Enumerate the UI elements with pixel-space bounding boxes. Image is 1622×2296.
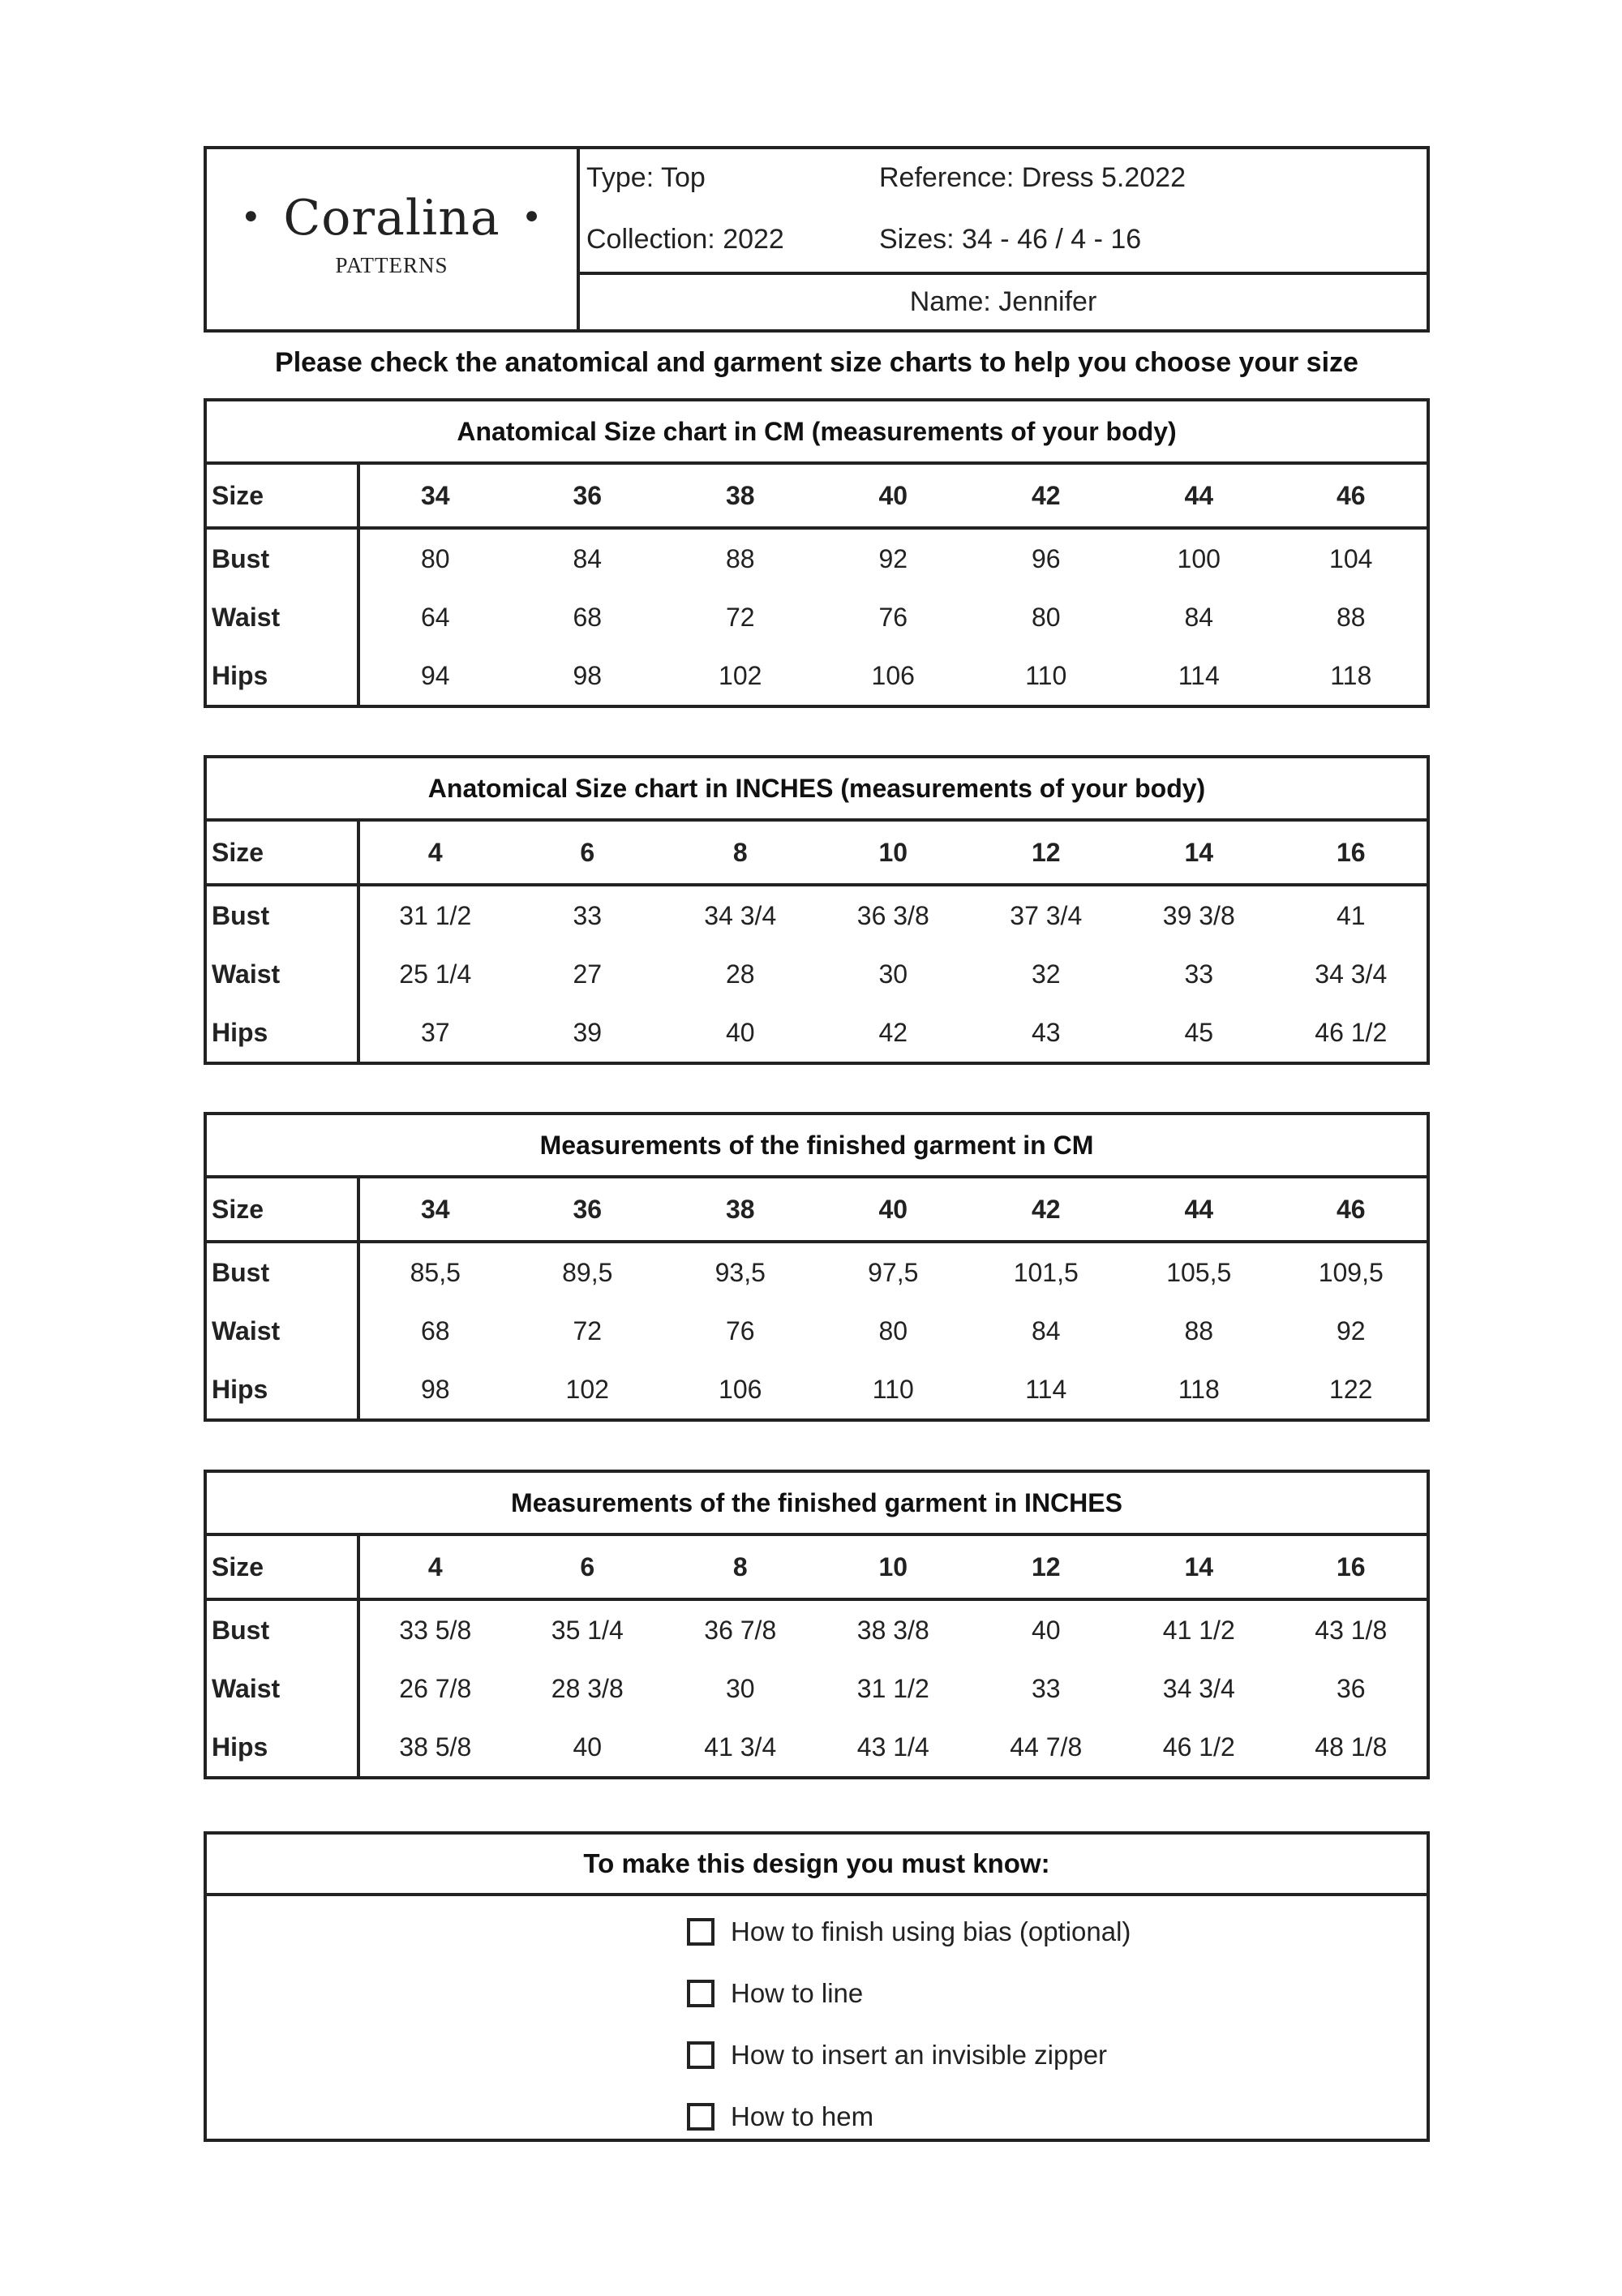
skill-item [687, 2024, 1131, 2086]
table-row [205, 1242, 1428, 1302]
size-cell: 40 [817, 463, 970, 528]
value-cell: 80 [420, 543, 450, 573]
table-row [205, 528, 1428, 588]
value-cell: 84 [1031, 1315, 1061, 1345]
skill-checkbox[interactable] [687, 1980, 714, 2007]
row-label: Bust [205, 528, 358, 588]
row-label: Hips [205, 646, 358, 706]
pattern-reference: Reference: Dress 5.2022 [879, 162, 1186, 193]
value-cell: 88 [1184, 1315, 1214, 1345]
value-cell: 41 [1336, 900, 1366, 930]
value-cell: 80 [878, 1315, 908, 1345]
row-label: Waist [205, 945, 358, 1003]
table-row [205, 1599, 1428, 1659]
size-chart-inches [204, 755, 1430, 1065]
value-cell: 100 [1177, 543, 1221, 573]
skill-label: How to line [731, 1978, 864, 2008]
value-cell: 72 [573, 1315, 603, 1345]
table-row [205, 1659, 1428, 1718]
value-cell: 40 [725, 1017, 755, 1047]
value-cell: 76 [725, 1315, 755, 1345]
size-row [205, 820, 1428, 885]
size-cell: 10 [817, 1534, 970, 1599]
table-row [205, 588, 1428, 646]
value-cell: 41 3/4 [704, 1732, 777, 1762]
value-cell: 38 5/8 [399, 1732, 472, 1762]
row-label: Hips [205, 1360, 358, 1420]
value-cell: 64 [420, 602, 450, 632]
skill-checkbox[interactable] [687, 2103, 714, 2131]
size-cell: 36 [511, 463, 664, 528]
size-cell: 46 [1276, 1177, 1429, 1242]
row-label: Size [205, 1534, 358, 1599]
value-cell: 30 [725, 1673, 755, 1703]
value-cell: 48 1/8 [1315, 1732, 1388, 1762]
size-cell: 34 [358, 463, 512, 528]
row-label: Waist [205, 1302, 358, 1360]
size-row [205, 463, 1428, 528]
value-cell: 106 [719, 1374, 762, 1404]
size-cell: 38 [664, 463, 817, 528]
size-cell: 42 [970, 463, 1123, 528]
size-cell: 4 [358, 820, 512, 885]
value-cell: 43 1/4 [856, 1732, 929, 1762]
table-title: Measurements of the finished garment in CM [205, 1114, 1428, 1177]
size-cell: 44 [1122, 463, 1276, 528]
size-cell: 42 [970, 1177, 1123, 1242]
value-cell: 118 [1178, 1374, 1220, 1404]
value-cell: 102 [565, 1374, 609, 1404]
value-cell: 34 3/4 [704, 900, 777, 930]
value-cell: 39 3/8 [1162, 900, 1235, 930]
value-cell: 34 3/4 [1162, 1673, 1235, 1703]
size-row [205, 1177, 1428, 1242]
skills-box [204, 1831, 1430, 2142]
value-cell: 28 [725, 959, 755, 989]
value-cell: 110 [872, 1374, 914, 1404]
skill-checkbox[interactable] [687, 2041, 714, 2069]
brand-dot-right: • [521, 197, 543, 238]
brand-dot-left: • [240, 197, 263, 238]
size-cell: 14 [1122, 820, 1276, 885]
value-cell: 72 [725, 602, 755, 632]
value-cell: 44 7/8 [1010, 1732, 1083, 1762]
pattern-meta [580, 149, 1427, 329]
value-cell: 109,5 [1318, 1257, 1384, 1287]
value-cell: 101,5 [1013, 1257, 1079, 1287]
table-title: Anatomical Size chart in CM (measurements of your body) [205, 400, 1428, 463]
table-row [205, 1718, 1428, 1778]
value-cell: 31 1/2 [856, 1673, 929, 1703]
value-cell: 30 [878, 959, 908, 989]
value-cell: 37 3/4 [1010, 900, 1083, 930]
row-label: Hips [205, 1003, 358, 1063]
value-cell: 84 [573, 543, 603, 573]
value-cell: 33 5/8 [399, 1615, 472, 1645]
value-cell: 98 [573, 660, 603, 690]
value-cell: 76 [878, 602, 908, 632]
brand-block [207, 149, 580, 329]
value-cell: 46 1/2 [1162, 1732, 1235, 1762]
value-cell: 106 [871, 660, 915, 690]
value-cell: 118 [1330, 660, 1372, 690]
value-cell: 33 [1184, 959, 1214, 989]
row-label: Waist [205, 588, 358, 646]
row-label: Size [205, 820, 358, 885]
skill-item [687, 1963, 1131, 2024]
value-cell: 40 [1031, 1615, 1061, 1645]
value-cell: 80 [1031, 602, 1061, 632]
skills-list [687, 1901, 1131, 2148]
skill-checkbox[interactable] [687, 1918, 714, 1946]
skill-label: How to insert an invisible zipper [731, 2040, 1108, 2070]
size-cell: 6 [511, 1534, 664, 1599]
value-cell: 37 [420, 1017, 450, 1047]
brand-logo [240, 190, 543, 247]
size-cell: 6 [511, 820, 664, 885]
value-cell: 89,5 [562, 1257, 613, 1287]
size-cell: 10 [817, 820, 970, 885]
garment-chart-cm [204, 1112, 1430, 1422]
value-cell: 26 7/8 [399, 1673, 472, 1703]
row-label: Bust [205, 1242, 358, 1302]
value-cell: 114 [1178, 660, 1220, 690]
size-cell: 36 [511, 1177, 664, 1242]
row-label: Size [205, 463, 358, 528]
table-title: Anatomical Size chart in INCHES (measurements of your body) [205, 757, 1428, 820]
value-cell: 27 [573, 959, 603, 989]
skill-label: How to hem [731, 2101, 874, 2131]
row-label: Size [205, 1177, 358, 1242]
value-cell: 105,5 [1166, 1257, 1232, 1287]
table-row [205, 1302, 1428, 1360]
table-row [205, 885, 1428, 945]
value-cell: 102 [719, 660, 762, 690]
value-cell: 45 [1184, 1017, 1214, 1047]
pattern-name: Name: Jennifer [909, 286, 1097, 317]
value-cell: 94 [420, 660, 450, 690]
table-row [205, 646, 1428, 706]
row-label: Bust [205, 885, 358, 945]
size-cell: 34 [358, 1177, 512, 1242]
value-cell: 92 [878, 543, 908, 573]
value-cell: 34 3/4 [1315, 959, 1388, 989]
table-title: Measurements of the finished garment in INCHES [205, 1471, 1428, 1534]
value-cell: 110 [1025, 660, 1067, 690]
value-cell: 88 [725, 543, 755, 573]
size-cell: 12 [970, 820, 1123, 885]
value-cell: 38 3/8 [856, 1615, 929, 1645]
brand-subtitle: PATTERNS [335, 252, 448, 277]
table-row [205, 945, 1428, 1003]
pattern-type: Type: Top [586, 162, 706, 193]
value-cell: 25 1/4 [399, 959, 472, 989]
size-cell: 38 [664, 1177, 817, 1242]
value-cell: 43 [1031, 1017, 1061, 1047]
value-cell: 32 [1031, 959, 1061, 989]
garment-chart-inches [204, 1470, 1430, 1779]
value-cell: 93,5 [714, 1257, 766, 1287]
intro-text: Please check the anatomical and garment size charts to help you choose your size [275, 347, 1358, 378]
value-cell: 98 [420, 1374, 450, 1404]
value-cell: 42 [878, 1017, 908, 1047]
value-cell: 68 [420, 1315, 450, 1345]
value-cell: 36 [1336, 1673, 1366, 1703]
size-cell: 46 [1276, 463, 1429, 528]
brand-name: Coralina [283, 189, 500, 247]
value-cell: 28 3/8 [551, 1673, 624, 1703]
size-cell: 44 [1122, 1177, 1276, 1242]
pattern-meta-top [580, 149, 1427, 275]
value-cell: 33 [573, 900, 603, 930]
value-cell: 36 3/8 [856, 900, 929, 930]
size-cell: 16 [1276, 820, 1429, 885]
size-cell: 14 [1122, 1534, 1276, 1599]
pattern-sizes: Sizes: 34 - 46 / 4 - 16 [879, 224, 1142, 255]
value-cell: 31 1/2 [399, 900, 472, 930]
skill-item [687, 2086, 1131, 2148]
value-cell: 36 7/8 [704, 1615, 777, 1645]
value-cell: 88 [1336, 602, 1366, 632]
size-cell: 16 [1276, 1534, 1429, 1599]
value-cell: 46 1/2 [1315, 1017, 1388, 1047]
value-cell: 122 [1329, 1374, 1373, 1404]
skill-item [687, 1901, 1131, 1963]
value-cell: 41 1/2 [1162, 1615, 1235, 1645]
value-cell: 33 [1031, 1673, 1061, 1703]
value-cell: 96 [1031, 543, 1061, 573]
row-label: Bust [205, 1599, 358, 1659]
value-cell: 84 [1184, 602, 1214, 632]
table-row [205, 1360, 1428, 1420]
size-cell: 12 [970, 1534, 1123, 1599]
size-row [205, 1534, 1428, 1599]
value-cell: 114 [1025, 1374, 1067, 1404]
row-label: Hips [205, 1718, 358, 1778]
skill-label: How to finish using bias (optional) [731, 1916, 1131, 1946]
table-row [205, 1003, 1428, 1063]
pattern-header [204, 146, 1430, 333]
value-cell: 68 [573, 602, 603, 632]
size-cell: 4 [358, 1534, 512, 1599]
row-label: Waist [205, 1659, 358, 1718]
value-cell: 97,5 [868, 1257, 919, 1287]
size-chart-cm [204, 398, 1430, 708]
value-cell: 104 [1329, 543, 1373, 573]
value-cell: 35 1/4 [551, 1615, 624, 1645]
pattern-collection: Collection: 2022 [586, 224, 784, 255]
size-cell: 8 [664, 820, 817, 885]
size-cell: 40 [817, 1177, 970, 1242]
value-cell: 85,5 [410, 1257, 461, 1287]
value-cell: 43 1/8 [1315, 1615, 1388, 1645]
value-cell: 39 [573, 1017, 603, 1047]
value-cell: 92 [1336, 1315, 1366, 1345]
size-cell: 8 [664, 1534, 817, 1599]
value-cell: 40 [573, 1732, 603, 1762]
skills-title: To make this design you must know: [207, 1835, 1427, 1896]
